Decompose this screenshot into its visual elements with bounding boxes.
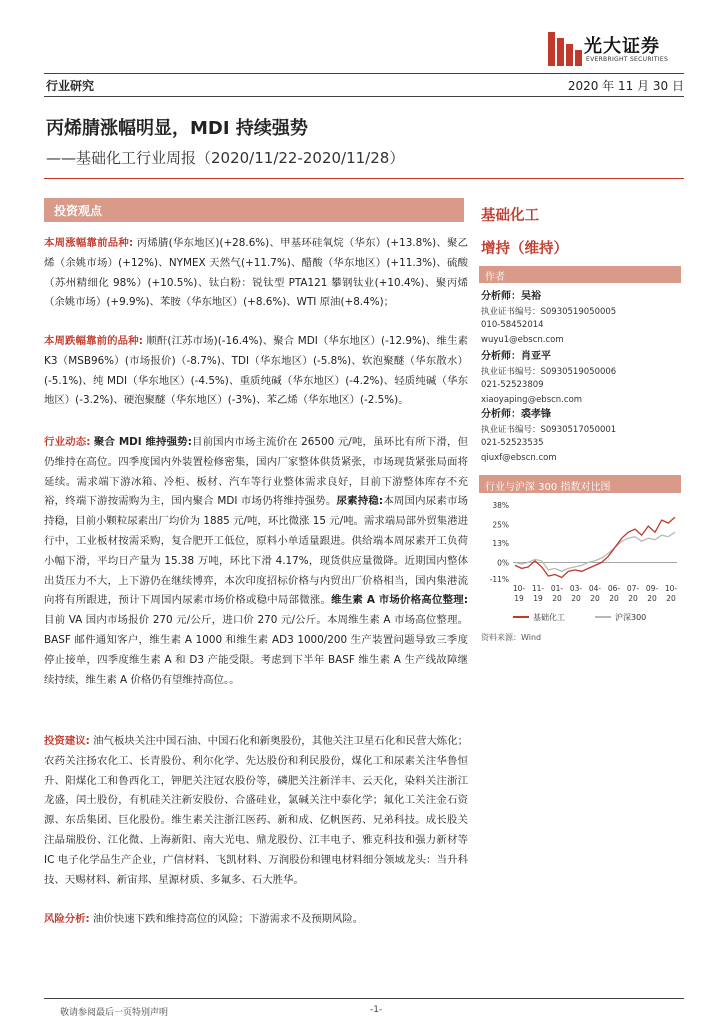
series-line-chem — [515, 517, 675, 577]
industry-label: 行业研究 — [46, 79, 95, 93]
mdi-text: 目前国内市场主流价在 26500 元/吨，虽环比有所下滑，但仍维持在高位。四季度国内外装置检修密集，国内厂家整体供货紧张，市场现货紧张局面将延续。需求端下游冰箱、冷柜、板材、汽车等行业整体需求良好，目前下游整体库存不充裕，终端下游按需购为主，国内聚合 MDI 市场仍将维持强势。 — [44, 436, 468, 508]
analyst-email[interactable]: qiuxf@ebscn.com — [481, 453, 557, 463]
analyst-email[interactable]: wuyu1@ebscn.com — [481, 335, 564, 345]
advice-label: 投资建议: — [44, 735, 90, 747]
logo-english: EVERBRIGHT SECURITIES — [586, 56, 669, 63]
logo-name: 光大证券 — [584, 36, 660, 57]
urea-heading: 尿素持稳: — [336, 495, 384, 508]
y-tick-label: 38% — [492, 501, 509, 510]
urea-text: 本周国内尿素市场持稳，目前小颗粒尿素出厂均价为 1885 元/吨，环比微涨 15 元/吨。需求端局部外贸集港进行中，工业板材按需采购，复合肥开工低位，原料小单适量跟进。供给端本周尿素开工负荷小幅下滑，平均日产量为 15.38 万吨，环比下滑 4.17%，现货供应量微降。近期国内整体出货压力不大，上下游仍在继续博弈，本次印度招标价格与内贸出厂价格相当，国内集港流向将有所跟进，预计下周国内尿素市场价格或稳中局部微涨。 — [44, 495, 469, 607]
sector-name: 基础化工 — [481, 208, 539, 224]
x-tick-label: 19 — [514, 594, 524, 603]
industry-news-label: 行业动态: — [44, 436, 91, 448]
x-tick-label: 06- — [607, 584, 621, 593]
analyst-cert: 执业证书编号：S0930519050005 — [481, 307, 617, 317]
analyst-cert: 执业证书编号：S0930517050001 — [481, 425, 617, 435]
x-tick-label: 20 — [666, 594, 676, 603]
analyst-name: 分析师：肖亚平 — [481, 351, 551, 362]
x-tick-label: 11- — [531, 584, 545, 593]
paragraph-gainers — [44, 234, 468, 313]
analyst-name: 分析师：吴裕 — [481, 291, 541, 302]
paragraph-risk — [44, 910, 468, 930]
company-logo — [548, 30, 688, 70]
x-tick-label: 09- — [645, 584, 659, 593]
y-tick-label: 25% — [492, 520, 509, 530]
vitamin-heading: 维生素 A 市场价格高位整理: — [331, 594, 468, 607]
x-tick-label: 20 — [647, 594, 657, 603]
paragraph-industry — [44, 433, 468, 690]
report-subtitle: ——基础化工行业周报（2020/11/22-2020/11/28） — [46, 149, 405, 167]
analyst-email[interactable]: xiaoyaping@ebscn.com — [481, 395, 583, 405]
analyst-phone: 021-52523809 — [481, 380, 544, 390]
losers-label: 本周跌幅靠前的品种: — [44, 335, 143, 347]
logo-mark-icon — [548, 32, 582, 66]
analyst-phone: 021-52523535 — [481, 438, 544, 448]
x-tick-label: 20 — [609, 594, 619, 603]
losers-text: 顺酐(江苏市场)(-16.4%)、聚合 MDI（华东地区）(-12.9%)、维生素 K3（MSB96%）(市场报价)（-8.7%)、TDI（华东地区）(-5.8%)、软泡聚醚（华东散水）(-5.1%)、纯 MDI（华东地区）(-4.5%)、重质纯碱（华东地区）(-4.2%)、轻质纯碱（华东地区）(-3.2%)、硬泡聚醚（华东地区）(-3%)、苯乙烯（华东地区）(-2.5%)。 — [44, 335, 469, 407]
legend-label-chem: 基础化工 — [533, 613, 565, 622]
author-bar — [479, 266, 681, 283]
y-tick-label: 0% — [497, 558, 509, 568]
x-tick-label: 04- — [588, 584, 602, 593]
analyst-cert: 执业证书编号：S0930519050006 — [481, 367, 617, 377]
footer-disclaimer: 敬请参阅最后一页特别声明 — [60, 1008, 169, 1018]
x-tick-label: 19 — [533, 594, 543, 603]
title-rule — [44, 178, 684, 179]
advice-text: 油气板块关注中国石油、中国石化和新奥股份，其他关注卫星石化和民营大炼化；农药关注扬农化工、长青股份、利尔化学、先达股份和利民股份，煤化工和尿素关注华鲁恒升、阳煤化工和鲁西化工，钾肥关注冠农股份等，磷肥关注新洋丰、云天化，染料关注浙江龙盛，闰土股份，有机硅关注新安股份、合盛硅业，氯碱关注中泰化学；氟化工关注金石资源、东岳集团、巨化股份。维生素关注浙江医药、新和成、亿帆医药、兄弟科技。成长股关注晶瑞股份、江化微、上海新阳、南大光电、鼎龙股份、江丰电子、雅克科技和强力新材等 IC 电子化学品生产企业，广信材料、飞凯材料、万润股份和锂电材料细分领域龙头：当升科技、天赐材料、新宙邦、星源材质、多氟多、石大胜华。 — [44, 735, 468, 886]
x-tick-label: 03- — [569, 584, 583, 593]
gainers-text: 丙烯腈(华东地区)(+28.6%)、甲基环硅氧烷（华东）(+13.8%)、聚乙烯（余姚市场）(+12%)、NYMEX 天然气(+11.7%)、醋酸（华东地区）(+11.3%)、硫酸（苏州精细化 98%）(+10.5%)、钛白粉：锐钛型 PTA121 攀钢钛业(+10.4%)、聚丙烯（余姚市场）(+9.9%)、苯胺（华东地区）(+8.6%)、WTI 原油(+8.4%)； — [44, 237, 469, 309]
section-header — [44, 198, 464, 222]
rating: 增持（维持） — [481, 241, 568, 257]
x-tick-label: 10- — [664, 584, 678, 593]
gainers-label: 本周涨幅靠前品种: — [44, 237, 134, 249]
chart-title: 行业与沪深 300 指数对比图 — [485, 482, 611, 493]
x-tick-label: 20 — [571, 594, 581, 603]
chart-title-bar — [479, 475, 681, 493]
report-date: 2020 年 11 月 30 日 — [567, 79, 684, 93]
header-rule — [44, 73, 684, 74]
author-title: 作者 — [485, 272, 505, 283]
legend-label-hs300: 沪深300 — [615, 613, 647, 622]
x-tick-label: 07- — [626, 584, 640, 593]
comparison-chart — [479, 497, 683, 647]
page-number: -1- — [370, 1005, 383, 1015]
risk-text: 油价快速下跌和维持高位的风险；下游需求不及预期风险。 — [93, 913, 364, 925]
analyst-phone: 010-58452014 — [481, 320, 544, 330]
x-tick-label: 01- — [550, 584, 564, 593]
section-label: 投资观点 — [54, 204, 103, 218]
x-tick-label: 20 — [628, 594, 638, 603]
analyst-name: 分析师：裘孝锋 — [481, 409, 551, 420]
mdi-heading: 聚合 MDI 维持强势: — [93, 436, 192, 448]
risk-label: 风险分析: — [44, 913, 90, 925]
footer-rule — [44, 998, 684, 999]
report-title: 丙烯腈涨幅明显，MDI 持续强势 — [46, 118, 308, 139]
chart-source: 资料来源：Wind — [481, 633, 542, 642]
x-tick-label: 20 — [552, 594, 562, 603]
x-tick-label: 20 — [590, 594, 600, 603]
x-tick-label: 10- — [512, 584, 526, 593]
y-tick-label: -11% — [489, 575, 509, 584]
header-rule-2 — [44, 96, 684, 97]
vitamin-text: 目前 VA 国内市场报价 270 元/公斤，进口价 270 元/公斤。本周维生素 A 市场高位整理。BASF 邮件通知客户，维生素 A 1000 和维生素 AD3 1000/200 生产装置问题导致三季度停止接单，四季度维生素 A 和 D3 产能受限。考虑到下半年 BASF 维生素 A 生产线故障继续持续，维生素 A 价格仍有望维持高位。。 — [44, 614, 468, 686]
paragraph-advice — [44, 732, 468, 890]
paragraph-losers — [44, 332, 468, 411]
y-tick-label: 13% — [492, 538, 509, 548]
